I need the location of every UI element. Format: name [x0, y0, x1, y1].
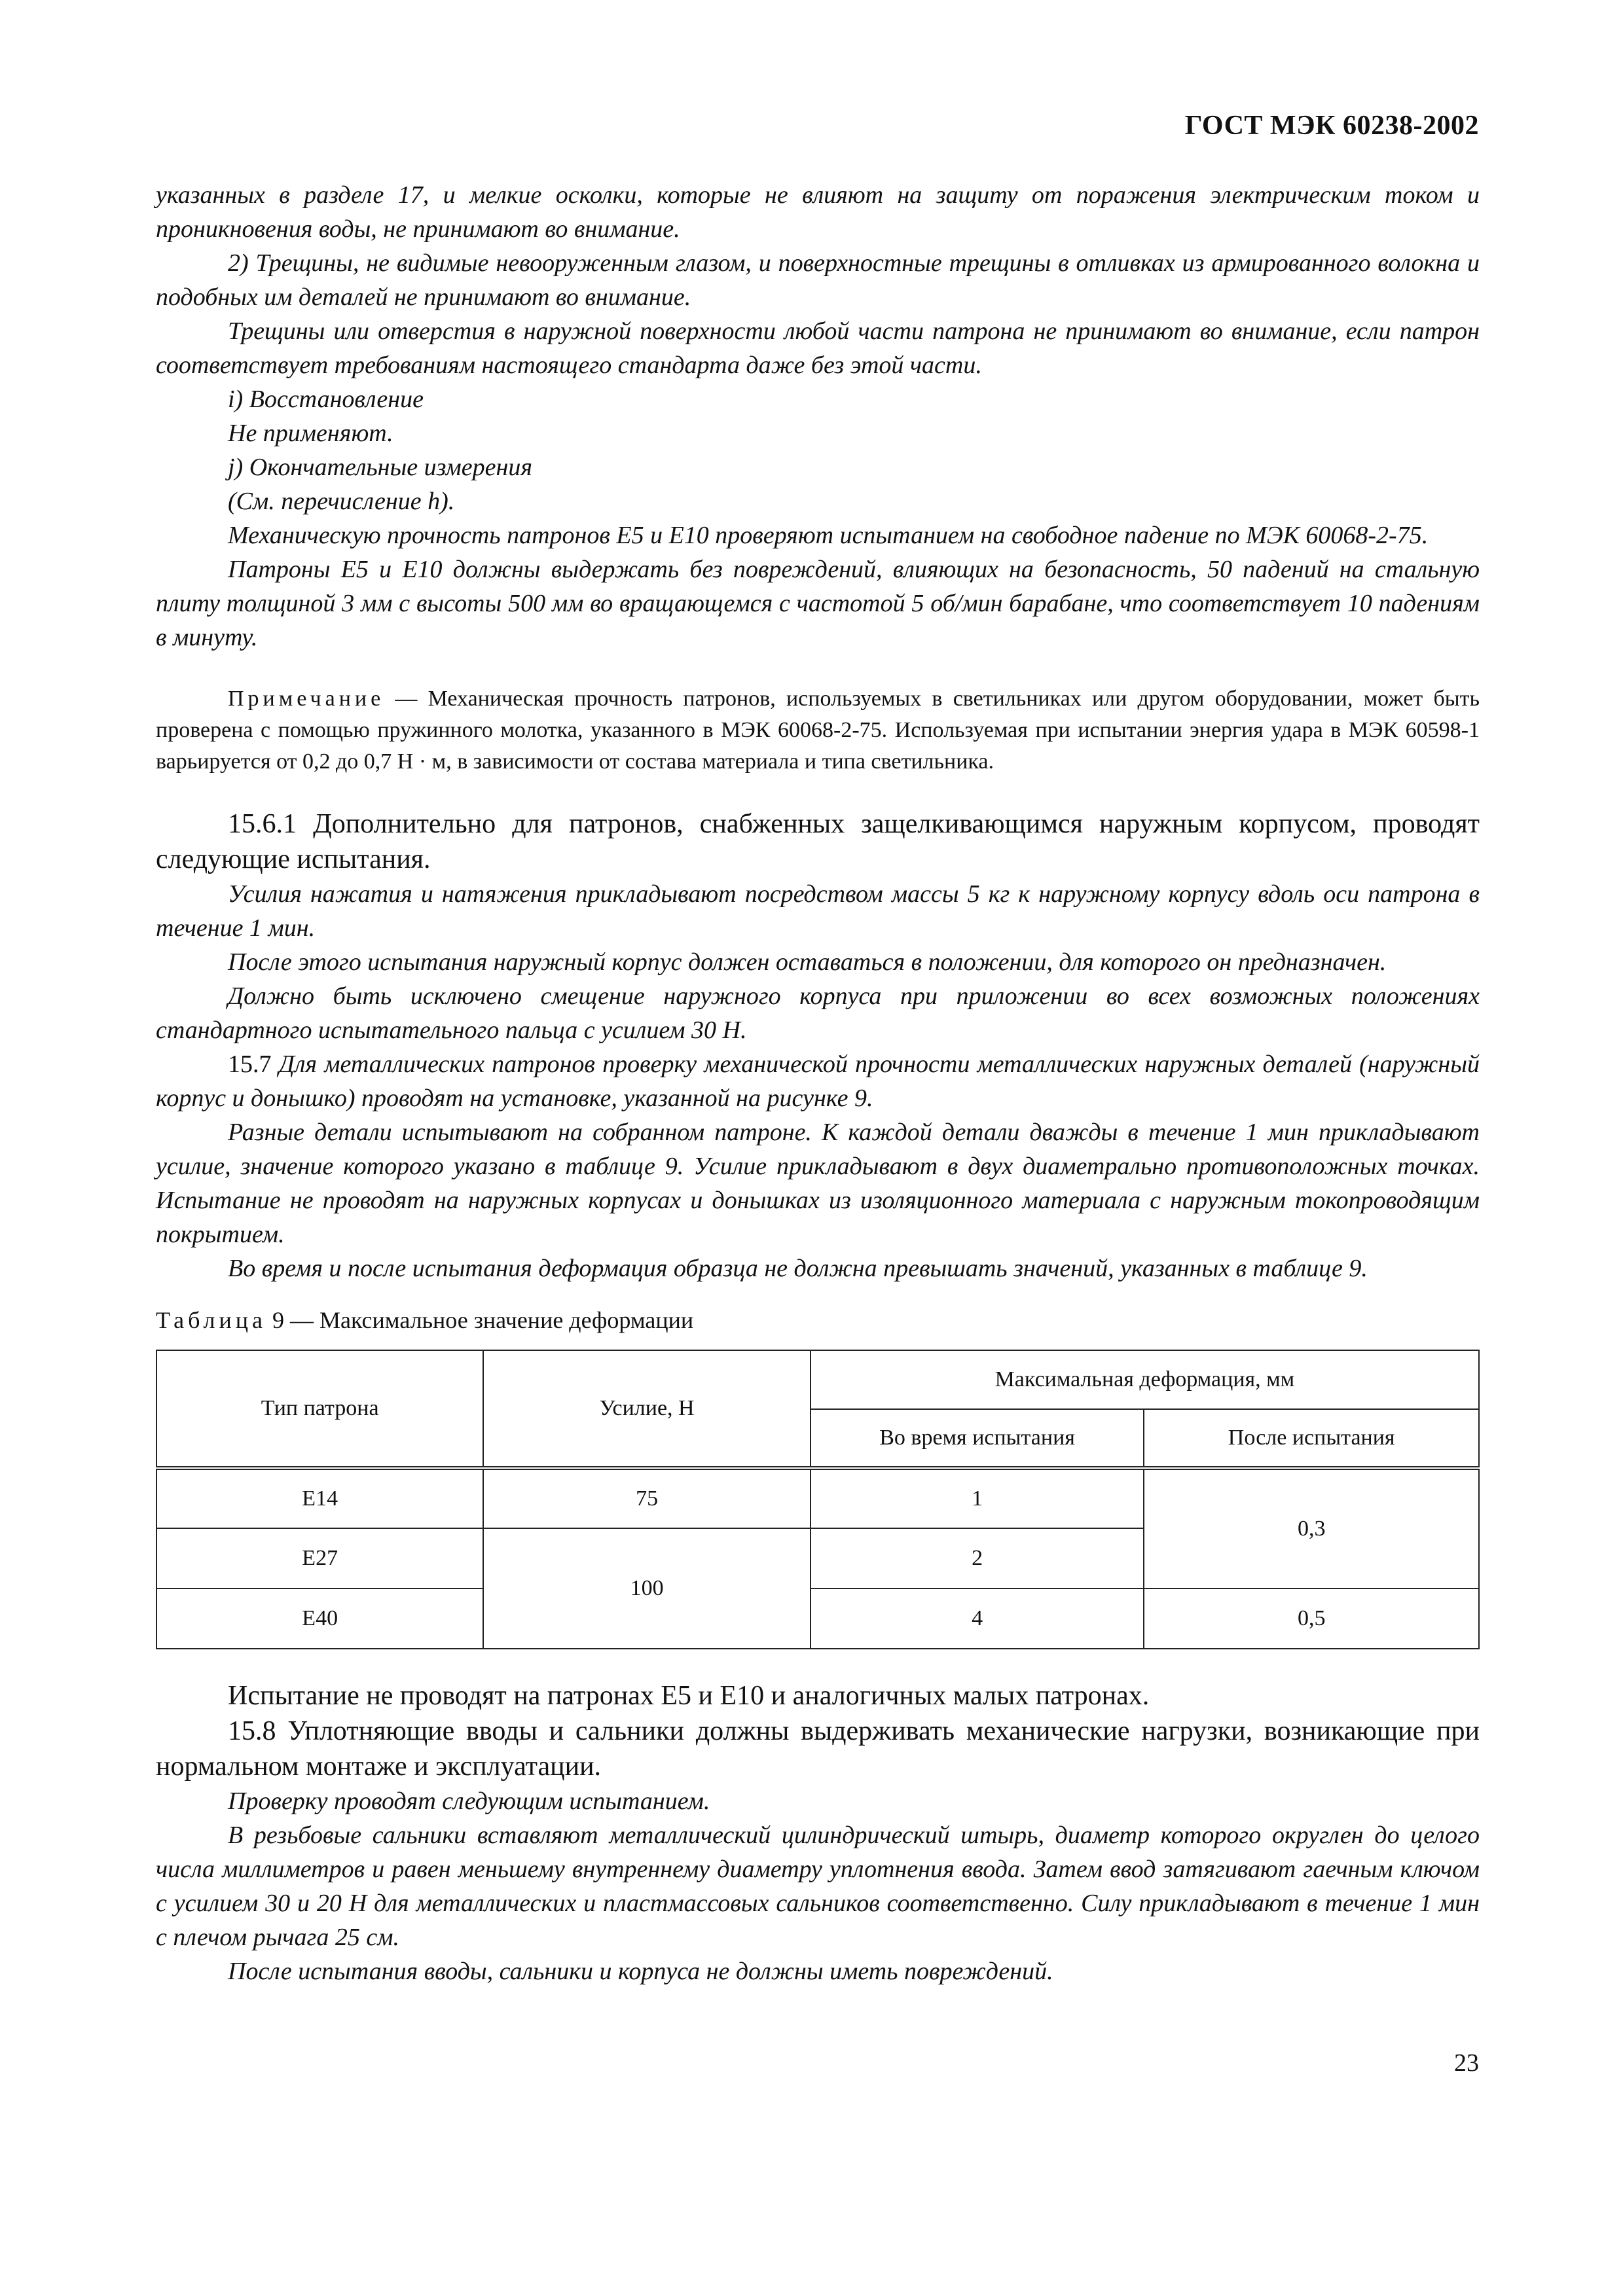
paragraph: (См. перечисление h).	[228, 488, 455, 515]
header-force: Усилие, Н	[483, 1350, 810, 1468]
header-after: После испытания	[1144, 1409, 1479, 1468]
cell-during: 2	[811, 1528, 1144, 1588]
cell-during: 1	[811, 1468, 1144, 1528]
cell-during: 4	[811, 1588, 1144, 1649]
section-number: 15.7	[228, 1050, 279, 1078]
section-text: Для металлических патронов проверку механической прочности металлических наружных деталей (наружный корпус и донышко) проводят на установке, указанной на рисунке 9.	[156, 1050, 1480, 1112]
page-number: 23	[1454, 2049, 1479, 2077]
table-caption-label: Таблица	[156, 1307, 266, 1333]
paragraph: Испытание не проводят на патронах Е5 и Е10 и аналогичных малых патронах.	[228, 1681, 1150, 1711]
paragraph: После этого испытания наружный корпус должен оставаться в положении, для которого он предназначен.	[228, 948, 1387, 976]
section-paragraph	[156, 1047, 1480, 1115]
paragraph: Должно быть исключено смещение наружного корпуса при приложении во всех возможных положениях стандартного испытательного пальца с усилием 30 Н.	[156, 982, 1480, 1044]
cell-force: 100	[483, 1528, 810, 1649]
note	[156, 683, 1480, 778]
table-caption	[156, 1304, 1480, 1336]
table-row	[156, 1468, 1479, 1528]
paragraph: Во время и после испытания деформация образца не должна превышать значений, указанных в таблице 9.	[228, 1255, 1368, 1282]
paragraph: Разные детали испытывают на собранном патроне. К каждой детали дважды в течение 1 мин прикладывают усилие, значение которого указано в таблице 9. Усилие прикладывают в двух диаметрально противоположных точках. Испытание не проводят на наружных корпусах и донышках из изоляционного материала с наружным токопроводящим покрытием.	[156, 1119, 1480, 1248]
paragraph: Механическую прочность патронов Е5 и Е10 проверяют испытанием на свободное падение по МЭК 60068-2-75.	[228, 522, 1429, 549]
paragraph: Трещины или отверстия в наружной поверхности любой части патрона не принимают во внимание, если патрон соответствует требованиям настоящего стандарта даже без этой части.	[156, 317, 1480, 379]
paragraph: Не применяют.	[228, 420, 393, 447]
document-code: ГОСТ МЭК 60238-2002	[1184, 111, 1479, 141]
cell-force: 75	[483, 1468, 810, 1528]
header-during: Во время испытания	[811, 1409, 1144, 1468]
deformation-table	[156, 1350, 1480, 1649]
list-item-heading: j) Окончательные измерения	[228, 454, 533, 481]
section-paragraph: 15.8 Уплотняющие вводы и сальники должны выдерживать механические нагрузки, возникающие при нормальном монтаже и эксплуатации.	[156, 1716, 1480, 1782]
list-item-heading: i) Восстановление	[228, 386, 424, 413]
cell-type: Е14	[156, 1468, 483, 1528]
paragraph: В резьбовые сальники вставляют металлический цилиндрический штырь, диаметр которого округлен до целого числа миллиметров и равен меньшему внутреннему диаметру уплотнения ввода. Затем ввод затягивают гаечным ключом с усилием 30 и 20 Н для металлических и пластмассовых сальников соответственно. Силу прикладывают в течение 1 мин с плечом рычага 25 см.	[156, 1821, 1480, 1951]
paragraph: После испытания вводы, сальники и корпуса не должны иметь повреждений.	[228, 1958, 1053, 1985]
paragraph: Патроны Е5 и Е10 должны выдержать без повреждений, влияющих на безопасность, 50 падений на стальную плиту толщиной 3 мм с высоты 500 мм во вращающемся с частотой 5 об/мин барабане, что соответствует 10 падениям в минуту.	[156, 556, 1480, 651]
cell-type: Е27	[156, 1528, 483, 1588]
cell-type: Е40	[156, 1588, 483, 1649]
cell-after: 0,5	[1144, 1588, 1479, 1649]
table-caption-text: 9 — Максимальное значение деформации	[266, 1307, 694, 1333]
paragraph: 2) Трещины, не видимые невооруженным глазом, и поверхностные трещины в отливках из армированного волокна и подобных им деталей не принимают во внимание.	[156, 249, 1480, 311]
paragraph: Усилия нажатия и натяжения прикладывают посредством массы 5 кг к наружному корпусу вдоль оси патрона в течение 1 мин.	[156, 880, 1480, 942]
header-max-deformation: Максимальная деформация, мм	[811, 1350, 1479, 1409]
cell-after: 0,3	[1144, 1468, 1479, 1588]
page-body	[156, 178, 1480, 1988]
header-type: Тип патрона	[156, 1350, 483, 1468]
paragraph: Проверку проводят следующим испытанием.	[228, 1787, 710, 1815]
paragraph: указанных в разделе 17, и мелкие осколки, которые не влияют на защиту от поражения электрическим током и проникновения воды, не принимают во внимание.	[156, 181, 1480, 243]
section-paragraph: 15.6.1 Дополнительно для патронов, снабженных защелкивающимся наружным корпусом, проводят следующие испытания.	[156, 809, 1480, 874]
note-label: Примечание	[228, 687, 385, 711]
table-row	[156, 1588, 1479, 1649]
note-text: — Механическая прочность патронов, используемых в светильниках или другом оборудовании, может быть проверена с помощью пружинного молотка, указанного в МЭК 60068-2-75. Используемая при испытании энергия удара в МЭК 60598-1 варьируется от 0,2 до 0,7 Н · м, в зависимости от состава материала и типа светильника.	[156, 687, 1480, 774]
